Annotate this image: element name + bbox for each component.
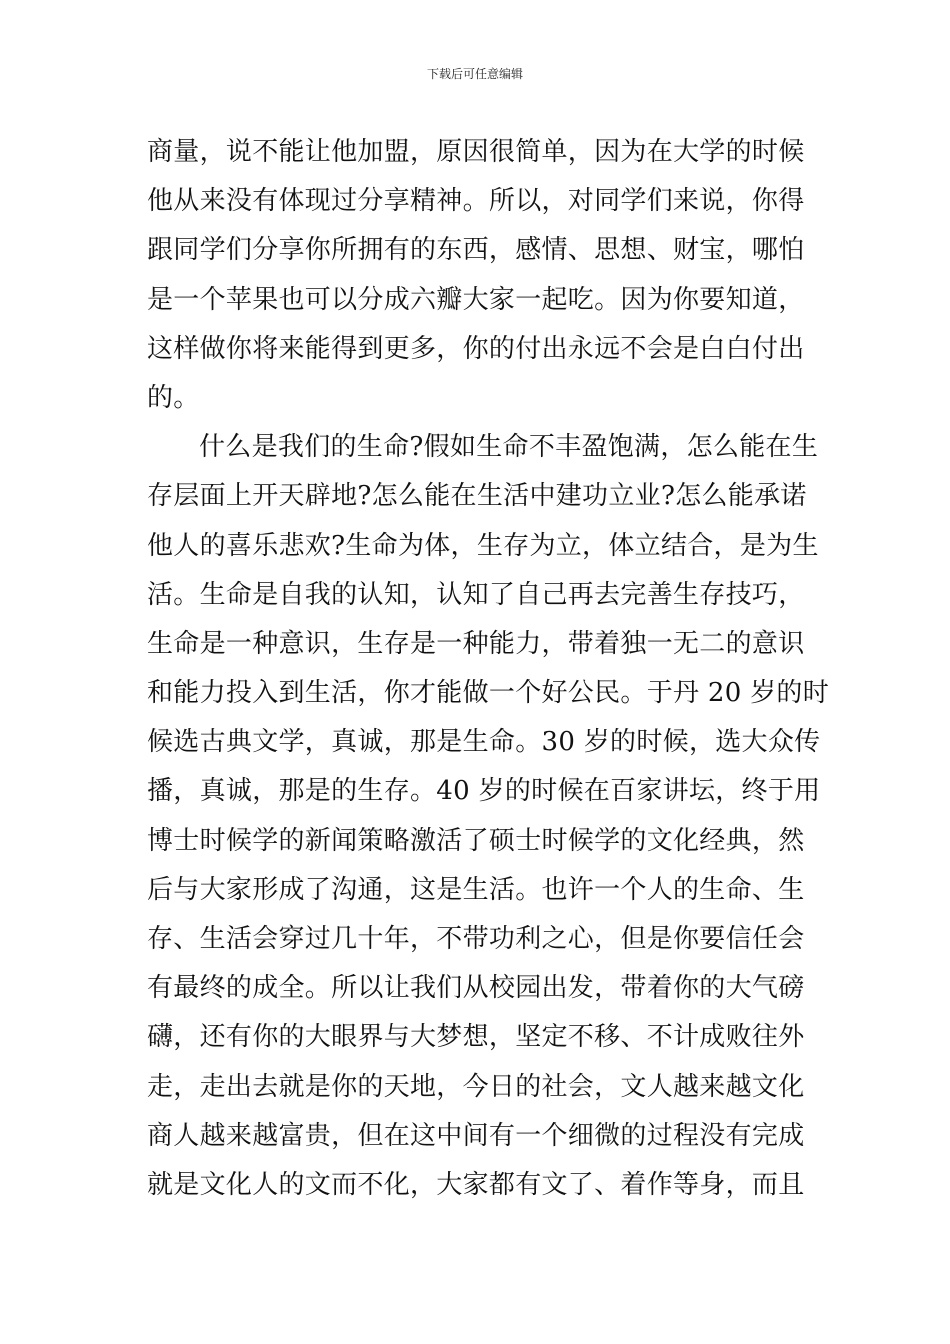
page-header: 下载后可任意编辑 bbox=[426, 67, 523, 81]
text-line: 候选古典文学，真诚，那是生命。30 岁的时候，选大众传 bbox=[147, 727, 821, 758]
paragraph-first-line: 什么是我们的生命?假如生命不丰盈饱满，怎么能在生 bbox=[199, 432, 819, 463]
text-line: 后与大家形成了沟通，这是生活。也许一个人的生命、生 bbox=[147, 874, 805, 905]
text-line: 他从来没有体现过分享精神。所以，对同学们来说，你得 bbox=[147, 186, 805, 217]
text-line: 活。生命是自我的认知，认知了自己再去完善生存技巧， bbox=[147, 579, 805, 610]
text-line: 存、生活会穿过几十年，不带功利之心，但是你要信任会 bbox=[147, 924, 805, 954]
text-line: 走，走出去就是你的天地，今日的社会，文人越来越文化 bbox=[147, 1071, 805, 1102]
text-line: 跟同学们分享你所拥有的东西，感情、思想、财宝，哪怕 bbox=[147, 235, 805, 266]
text-line: 的。 bbox=[147, 382, 200, 413]
text-line: 商量，说不能让他加盟，原因很简单，因为在大学的时候 bbox=[147, 137, 805, 167]
text-line: 这样做你将来能得到更多，你的付出永远不会是白白付出 bbox=[147, 333, 805, 364]
text-line: 播，真诚，那是的生存。40 岁的时候在百家讲坛，终于用 bbox=[147, 776, 821, 807]
text-line: 他人的喜乐悲欢?生命为体，生存为立，体立结合，是为生 bbox=[147, 530, 819, 561]
text-line: 有最终的成全。所以让我们从校园出发，带着你的大气磅 bbox=[147, 973, 805, 1004]
text-line: 博士时候学的新闻策略激活了硕士时候学的文化经典，然 bbox=[147, 825, 805, 856]
text-line: 就是文化人的文而不化，大家都有文了、着作等身，而且 bbox=[147, 1169, 805, 1200]
text-line: 是一个苹果也可以分成六瓣大家一起吃。因为你要知道， bbox=[147, 284, 805, 315]
text-line: 礴，还有你的大眼界与大梦想，坚定不移、不计成败往外 bbox=[147, 1022, 805, 1053]
text-line: 和能力投入到生活，你才能做一个好公民。于丹 20 岁的时 bbox=[147, 678, 830, 709]
body-text bbox=[147, 128, 830, 1210]
text-line: 生命是一种意识，生存是一种能力，带着独一无二的意识 bbox=[147, 628, 805, 659]
text-line: 存层面上开天辟地?怎么能在生活中建功立业?怎么能承诺 bbox=[147, 481, 807, 512]
text-line: 商人越来越富贵，但在这中间有一个细微的过程没有完成 bbox=[147, 1120, 805, 1151]
